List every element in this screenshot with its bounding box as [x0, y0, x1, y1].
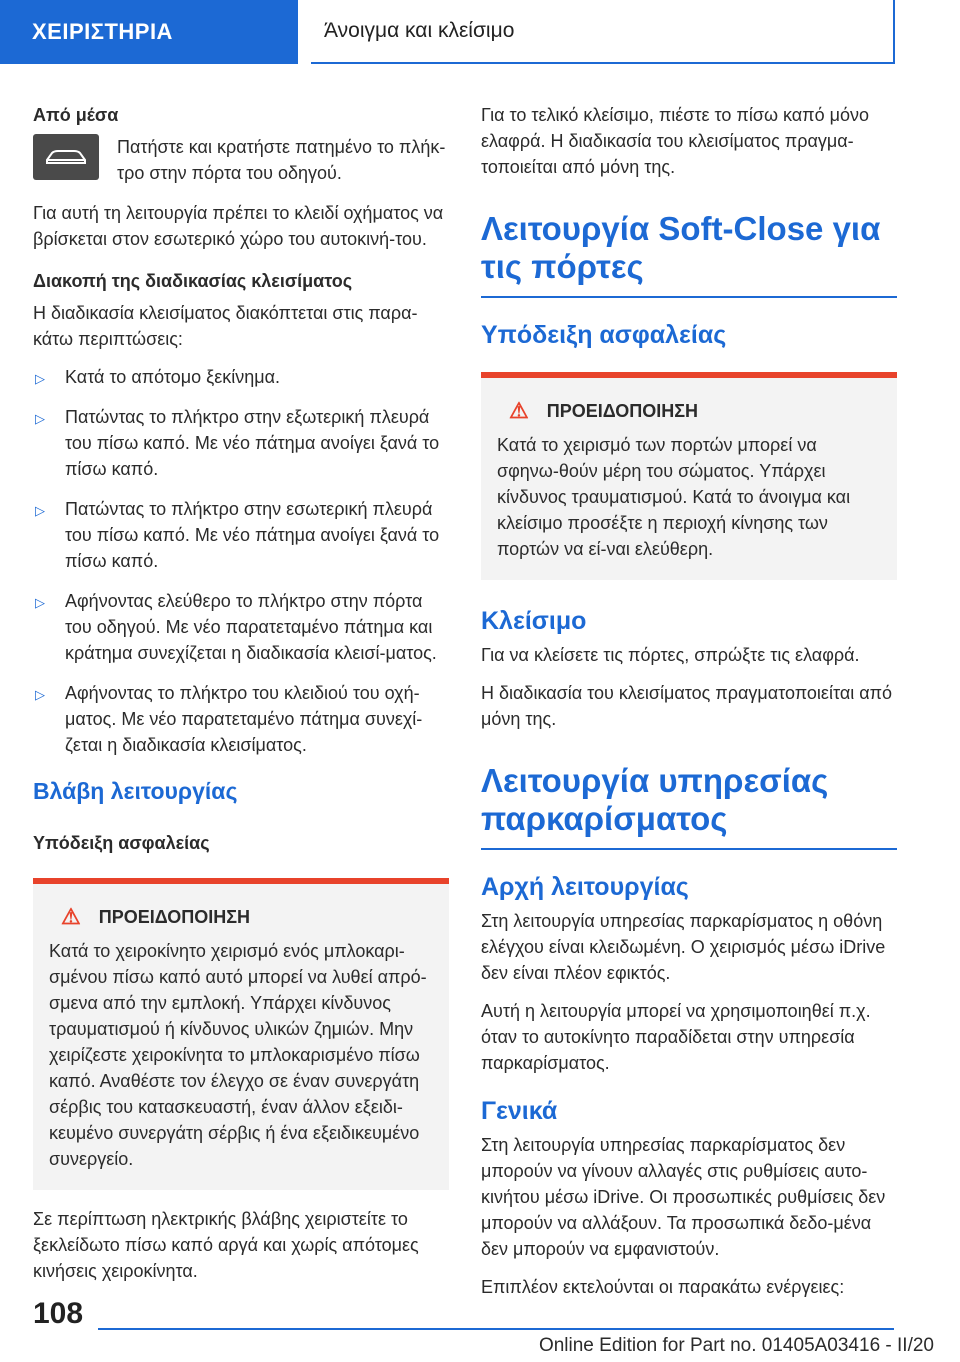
chapter-title: Άνοιγμα και κλείσιμο — [324, 19, 515, 42]
list-item: ▷ Πατώντας το πλήκτρο στην εσωτερική πλευρά του πίσω καπό. Με νέο πάτημα ανοίγει ξανά το πίσω καπό. — [35, 499, 440, 571]
general-heading: Γενικά — [481, 1097, 558, 1125]
closing-text-1: Για να κλείσετε τις πόρτες, σπρώξτε τις ελαφρά. — [481, 645, 860, 665]
right-column — [481, 102, 897, 1312]
warning-triangle-icon: ⚠ — [509, 398, 529, 423]
interrupt-text: Η διαδικασία κλεισίματος διακόπτεται στις παρα-κάτω περιπτώσεις: — [33, 303, 418, 349]
closing-text-2: Η διαδικασία του κλεισίματος πραγματοποιείται από μόνη της. — [481, 683, 893, 729]
electric-fault-text: Σε περίπτωση ηλεκτρικής βλάβης χειριστείτε το ξεκλείδωτο πίσω καπό αργά και χωρίς απότομες κινήσεις χειροκίνητα. — [33, 1209, 419, 1281]
safety-heading-right: Υπόδειξη ασφαλείας — [481, 321, 727, 349]
valet-heading: Λειτουργία υπηρεσίας παρκαρίσματος — [481, 762, 897, 850]
warning-title: ΠΡΟΕΙΔΟΠΟΙΗΣΗ — [98, 907, 251, 927]
list-item: ▷ Αφήνοντας ελεύθερο το πλήκτρο στην πόρτα του οδηγού. Με νέο παρατεταμένο πάτημα και κράτημα συνεχίζεται η διαδικασία κλεισί-ματος. — [35, 591, 437, 663]
triangle-bullet-icon: ▷ — [35, 595, 45, 610]
warning-box-left — [33, 878, 449, 1190]
list-item: ▷ Αφήνοντας το πλήκτρο του κλειδιού του οχή-ματος. Με νέο παρατεταμένο πάτημα συνεχί-ζεται η διαδικασία κλεισίματος. — [35, 683, 423, 755]
warning-title-row — [49, 904, 433, 930]
triangle-bullet-icon: ▷ — [35, 371, 45, 386]
principle-heading: Αρχή λειτουργίας — [481, 873, 689, 901]
from-inside-heading: Από μέσα — [33, 105, 119, 125]
principle-text-2: Αυτή η λειτουργία μπορεί να χρησιμοποιηθεί π.χ. όταν το αυτοκίνητο παραδίδεται στην υπηρεσία παρκαρίσματος. — [481, 1001, 871, 1073]
warning-title: ΠΡΟΕΙΔΟΠΟΙΗΣΗ — [546, 401, 699, 421]
triangle-bullet-icon: ▷ — [35, 411, 45, 426]
malfunction-heading: Βλάβη λειτουργίας — [33, 778, 238, 804]
interrupt-heading: Διακοπή της διαδικασίας κλεισίματος — [33, 271, 353, 291]
closing-heading: Κλείσιμο — [481, 607, 587, 635]
chapter-header — [311, 0, 895, 64]
warning-triangle-icon: ⚠ — [61, 904, 81, 929]
list-item: ▷ Πατώντας το πλήκτρο στην εξωτερική πλευρά του πίσω καπό. Με νέο πάτημα ανοίγει ξανά το πίσω καπό. — [35, 407, 440, 479]
section-tab — [0, 0, 298, 64]
key-inside-text: Για αυτή τη λειτουργία πρέπει το κλειδί οχήματος να βρίσκεται στον εσωτερικό χώρο του αυτοκινή-του. — [33, 203, 444, 249]
instruction-row — [33, 134, 449, 186]
page-number: 108 — [33, 1297, 84, 1330]
warning-title-row — [497, 398, 881, 424]
footer-divider — [98, 1328, 894, 1330]
left-column — [33, 102, 449, 1296]
list-item: ▷ Κατά το απότομο ξεκίνημα. — [33, 364, 449, 390]
warning-box-right — [481, 372, 897, 580]
safety-heading-left: Υπόδειξη ασφαλείας — [33, 833, 210, 853]
interrupt-list — [33, 364, 449, 758]
triangle-bullet-icon: ▷ — [35, 503, 45, 518]
final-close-text: Για το τελικό κλείσιμο, πιέστε το πίσω καπό μόνο ελαφρά. Η διαδικασία του κλεισίματος πραγμα-τοποιείται από μόνη της. — [481, 105, 870, 177]
warning-text: Κατά το χειροκίνητο χειρισμό ενός μπλοκαρι-σμένου πίσω καπό αυτό μπορεί να λυθεί απρό-σμενα από την εμπλοκή. Υπάρχει κίνδυνος τραυματισμού ή κίνδυνος υλικών ζημιών. Μην χειρίζεστε χειροκίνητα το μπλοκαρισμένο πίσω καπό. Αναθέστε τον έλεγχο σε έναν συνεργάτη σέρβις του κατασκευαστή, έναν άλλον εξειδι-κευμένο συνεργάτη σέρβις ή ένα εξειδικευμένο συνεργείο. — [49, 941, 427, 1169]
car-icon — [33, 134, 99, 180]
general-text-1: Στη λειτουργία υπηρεσίας παρκαρίσματος δεν μπορούν να γίνουν αλλαγές στις ρυθμίσεις αυτο-κινήτου μέσω iDrive. Οι προσωπικές ρυθμίσεις δεν μπορούν να αλλάξουν. Τα προσωπικά δεδο-μένα δεν μπορούν να εμφανιστούν. — [481, 1135, 886, 1259]
from-inside-text: Πατήστε και κρατήστε πατημένο το πλήκ-τρο στην πόρτα του οδηγού. — [117, 137, 446, 183]
edition-footer: Online Edition for Part no. 01405A03416 - II/20 — [538, 1335, 934, 1356]
principle-text-1: Στη λειτουργία υπηρεσίας παρκαρίσματος η οθόνη ελέγχου είναι κλειδωμένη. Ο χειρισμός μέσω iDrive δεν είναι πλέον εφικτός. — [481, 911, 886, 983]
triangle-bullet-icon: ▷ — [35, 687, 45, 702]
softclose-heading: Λειτουργία Soft-Close για τις πόρτες — [481, 210, 897, 298]
section-title: ΧΕΙΡΙΣΤΗΡΙΑ — [32, 19, 173, 44]
warning-text: Κατά το χειρισμό των πορτών μπορεί να σφηνω-θούν μέρη του σώματος. Υπάρχει κίνδυνος τραυματισμού. Κατά το άνοιγμα και κλείσιμο προσέξτε η περιοχή κίνησης των πορτών να εί-ναι ελεύθερη. — [497, 435, 851, 559]
general-text-2: Επιπλέον εκτελούνται οι παρακάτω ενέργειες: — [481, 1277, 845, 1297]
